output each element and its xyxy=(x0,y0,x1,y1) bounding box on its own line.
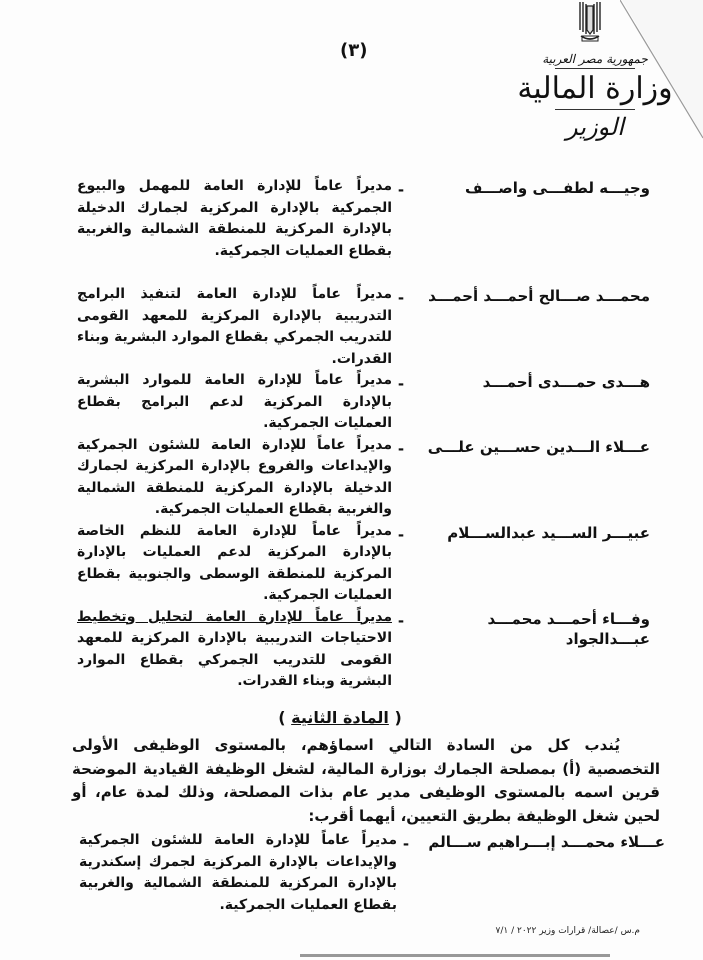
ministry-label: وزارة المالية xyxy=(517,71,673,106)
separator-dash: - xyxy=(397,375,405,393)
list-item xyxy=(70,607,650,693)
separator-dash: - xyxy=(397,611,405,630)
position-description xyxy=(77,607,392,693)
appointments-list xyxy=(70,176,650,693)
secondment-list xyxy=(70,830,665,916)
position-description: مديراً عاماً للإدارة العامة لتنفيذ البرامج التدريبية بالإدارة المركزية للمعهد القومى للتدريب الجمركي بقطاع الموارد البشرية وبناء القدرات. xyxy=(77,286,392,367)
separator-dash: - xyxy=(402,835,410,853)
person-name: وفـــاء أحمـــد محمـــد عبـــدالجواد xyxy=(487,609,650,648)
position-description: مديراً عاماً للإدارة العامة للشئون الجمركية والإيداعات والفروع بالإدارة المركزية لجمارك الدخيلة بالإدارة المركزية للمنطقة الشمالية والغربية بقطاع العمليات الجمركية. xyxy=(77,436,392,517)
divider xyxy=(555,68,635,69)
list-item xyxy=(70,435,650,521)
divider xyxy=(555,109,635,110)
separator-dash: - xyxy=(397,181,405,199)
position-description: مديراً عاماً للإدارة العامة للمهمل والبيوع الجمركية بالإدارة المركزية لجمارك الدخيلة بالإدارة المركزية للمنطقة الشمالية والغربية بقطاع العمليات الجمركية. xyxy=(77,178,392,259)
list-item xyxy=(70,176,650,284)
article-body xyxy=(72,734,660,828)
person-name: وجيـــه لطفـــى واصـــف xyxy=(465,179,650,197)
separator-dash: - xyxy=(397,289,405,307)
minister-office-label: الوزير xyxy=(566,113,624,141)
article-heading xyxy=(260,708,420,727)
position-description: مديراً عاماً للإدارة العامة للشئون الجمركية والإيداعات بالإدارة المركزية لجمرك إسكندرية بالإدارة المركزية للمنطقة الشمالية والغربية بقطاع العمليات الجمركية. xyxy=(79,832,397,913)
paren-open: ( xyxy=(394,708,402,727)
person-name: عـــلاء محمـــد إبـــراهيم ســـالم xyxy=(428,833,665,851)
republic-label: جمهورية مصر العربية xyxy=(542,52,648,66)
list-item xyxy=(70,284,650,370)
letterhead xyxy=(510,52,680,142)
document-reference: م.س /عصالة/ قرارات وزير ٢٠٢٢ / ٧/١ xyxy=(495,926,640,936)
scan-edge-shadow xyxy=(300,954,610,957)
position-description: مديراً عاماً للإدارة العامة للنظم الخاصة بالإدارة المركزية لدعم العمليات بالإدارة المركزية للمنطقة الوسطى والجنوبية بقطاع العمليات الجمركية. xyxy=(77,522,392,603)
article-title: المادة الثانية xyxy=(291,708,389,727)
description-rest: الاحتياجات التدريبية بالإدارة المركزية للمعهد القومى للتدريب الجمركي بقطاع الموارد البشرية وبناء القدرات. xyxy=(77,630,392,689)
list-item xyxy=(70,830,665,916)
separator-dash: - xyxy=(397,525,405,544)
underlined-text: مديراً عاماً للإدارة العامة لتحليل وتخطيط xyxy=(77,608,392,625)
person-name: محمـــد صـــالح أحمـــد أحمـــد xyxy=(428,287,650,305)
person-name: عبيـــر الســـيد عبدالســـلام xyxy=(447,523,650,542)
eagle-emblem-icon xyxy=(572,0,608,44)
list-item xyxy=(70,370,650,435)
position-description: مديراً عاماً للإدارة العامة للموارد البشرية بالإدارة المركزية لدعم البرامج بقطاع العمليات الجمركية. xyxy=(77,372,392,431)
article-body-text: يُندب كل من السادة التالي اسماؤهم، بالمستوى الوظيفى الأولى التخصصية (أ) بمصلحة الجمارك بوزارة المالية، لشغل الوظيفة القيادية الموضحة قرين اسمه بالمستوى الوظيفى مدير عام بذات المصلحة، وذلك لمدة عام، أو لحين شغل الوظيفة بطريق التعيين، أيهما أقرب: xyxy=(72,736,660,825)
separator-dash: - xyxy=(397,439,405,458)
person-name: هـــدى حمـــدى أحمـــد xyxy=(482,373,650,391)
paren-close: ) xyxy=(278,708,286,727)
page-number: (٣) xyxy=(340,40,368,61)
person-name: عـــلاء الـــدين حســـين علـــى xyxy=(427,437,650,456)
list-item xyxy=(70,521,650,607)
